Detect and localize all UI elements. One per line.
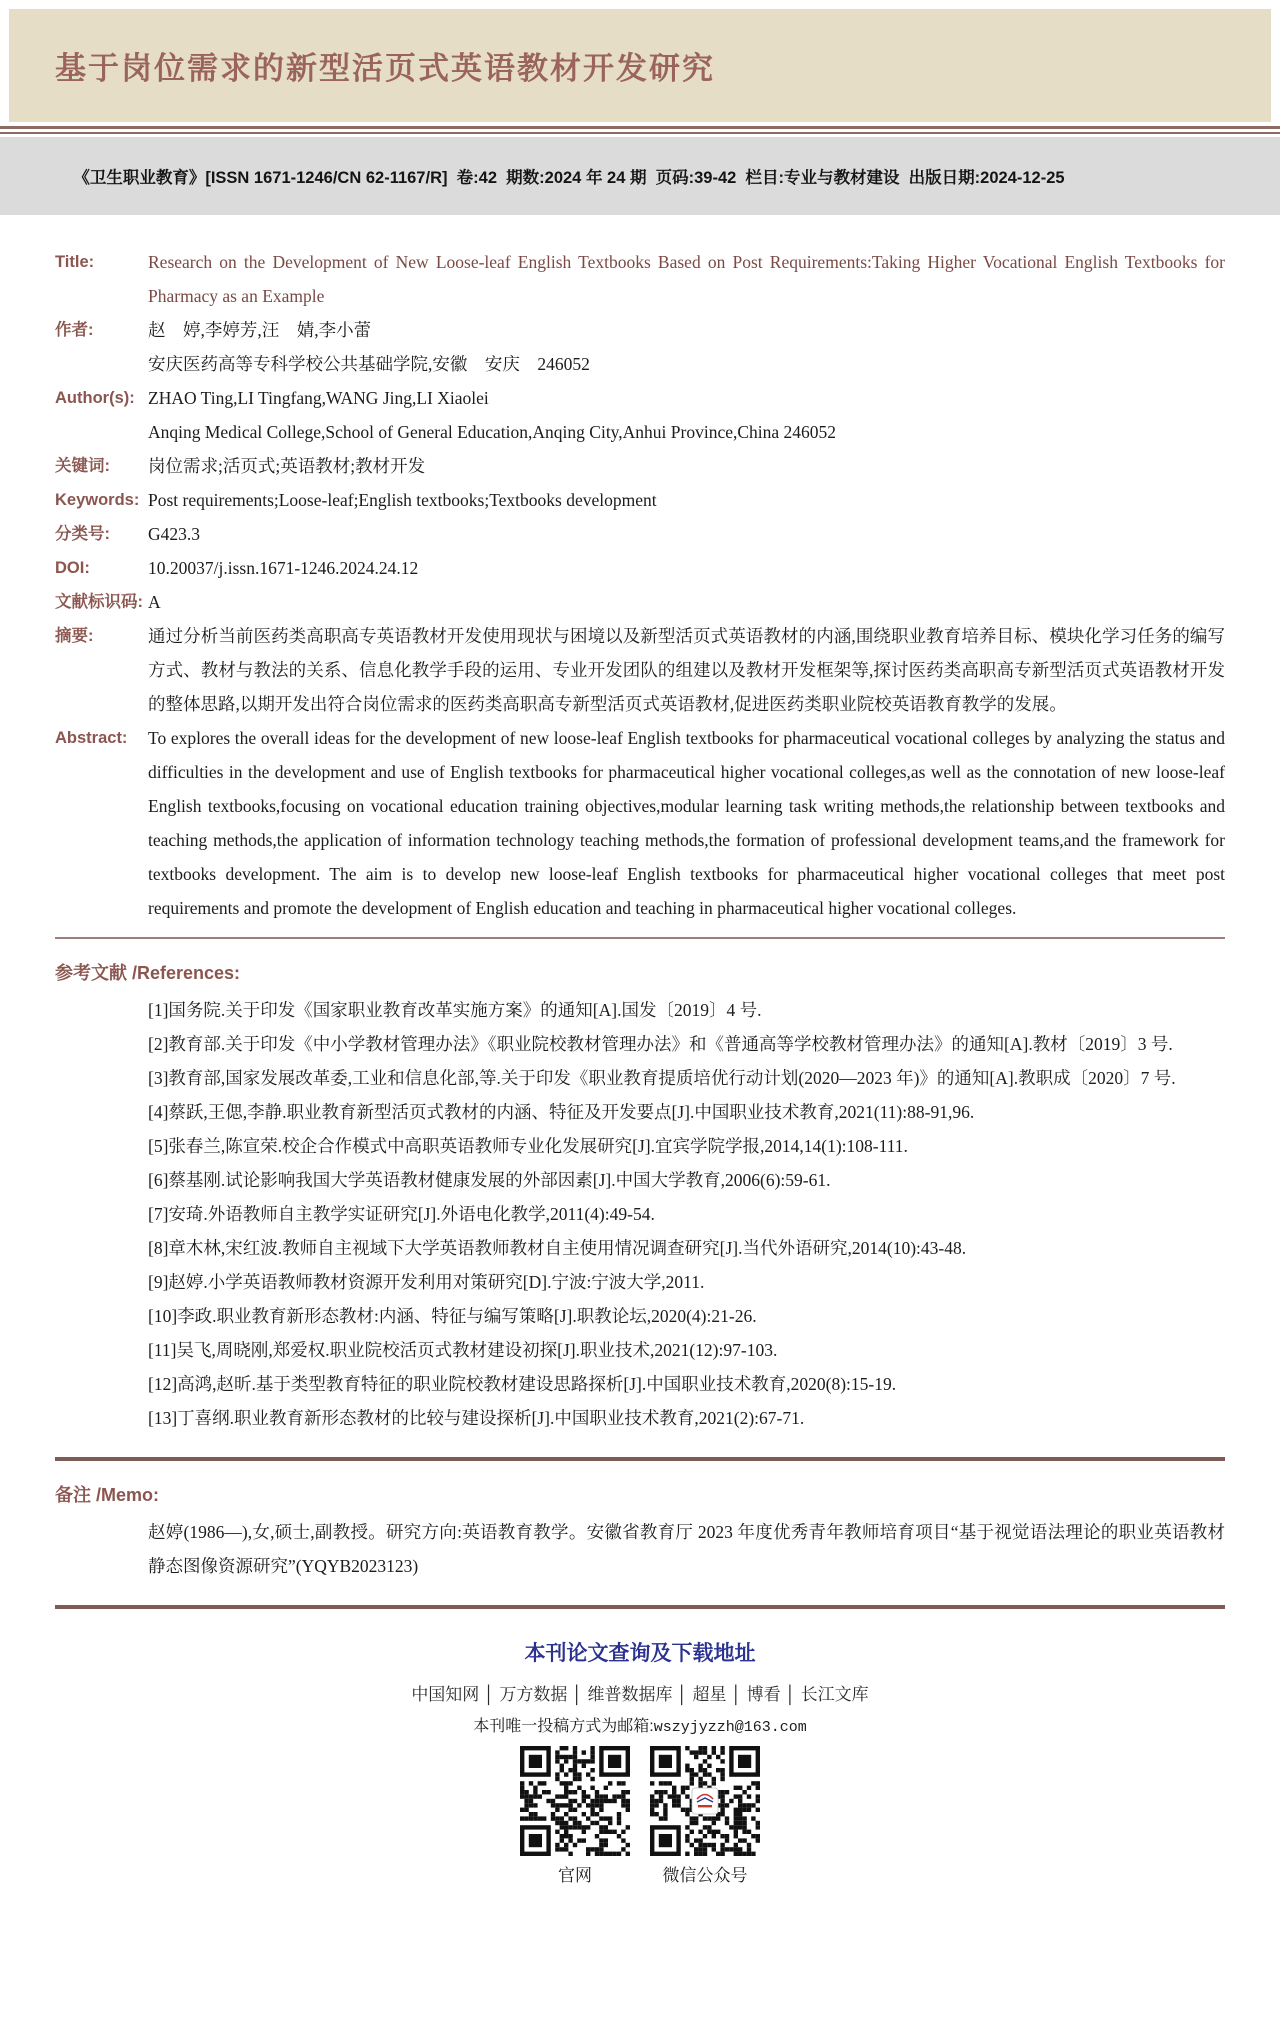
field-row-keywords-en bbox=[55, 483, 1225, 517]
memo-section bbox=[0, 1481, 1280, 1605]
field-value-keywords-cn: 岗位需求;活页式;英语教材;教材开发 bbox=[148, 456, 426, 476]
paper-metadata-page bbox=[0, 9, 1280, 1886]
field-value-abstract-cn: 通过分析当前医药类高职高专英语教材开发使用现状与困境以及新型活页式英语教材的内涵,围绕职业教育培养目标、模块化学习任务的编写方式、教材与教法的关系、信息化教学手段的运用、专业开发团队的组建以及教材开发框架等,探讨医药类高职高专新型活页式英语教材开发的整体思路,以期开发出符合岗位需求的医药类高职高专新型活页式英语教材,促进医药类职业院校英语教育教学的发展。 bbox=[148, 626, 1225, 714]
article-metadata bbox=[0, 215, 1280, 925]
paper-title-cn: 基于岗位需求的新型活页式英语教材开发研究 bbox=[55, 51, 715, 86]
banner-divider-line-top bbox=[0, 126, 1280, 129]
field-value-author-en bbox=[148, 381, 1225, 449]
field-row-doi bbox=[55, 551, 1225, 585]
field-row-clc bbox=[55, 517, 1225, 551]
field-value-doc-code: A bbox=[148, 592, 161, 612]
field-label-doi: DOI: bbox=[55, 559, 90, 577]
reference-item: [8]章木林,宋红波.教师自主视域下大学英语教师教材自主使用情况调查研究[J].当代外语研究,2014(10):43-48. bbox=[148, 1238, 967, 1258]
references-heading: 参考文献 /References: bbox=[55, 963, 241, 983]
field-label-abstract-en: Abstract: bbox=[55, 729, 128, 747]
reference-item: [9]赵婷.小学英语教师教材资源开发利用对策研究[D].宁波:宁波大学,2011. bbox=[148, 1272, 705, 1292]
author-en-names: ZHAO Ting,LI Tingfang,WANG Jing,LI Xiaolei bbox=[148, 388, 489, 408]
field-label-clc: 分类号: bbox=[55, 525, 110, 543]
author-cn-names: 赵 婷,李婷芳,汪 婧,李小蕾 bbox=[148, 320, 372, 340]
reference-item: [1]国务院.关于印发《国家职业教育改革实施方案》的通知[A].国发〔2019〕4 号. bbox=[148, 1000, 762, 1020]
memo-text: 赵婷(1986—),女,硕士,副教授。研究方向:英语教育教学。安徽省教育厅 2023 年度优秀青年教师培育项目“基于视觉语法理论的职业英语教材静态图像资源研究”(YQYB2023123) bbox=[148, 1522, 1225, 1576]
reference-item: [6]蔡基刚.试论影响我国大学英语教材健康发展的外部因素[J].中国大学教育,2006(6):59-61. bbox=[148, 1170, 831, 1190]
reference-item: [7]安琦.外语教师自主教学实证研究[J].外语电化教学,2011(4):49-54. bbox=[148, 1204, 655, 1224]
reference-item: [4]蔡跃,王偲,李静.职业教育新型活页式教材的内涵、特征及开发要点[J].中国职业技术教育,2021(11):88-91,96. bbox=[148, 1102, 975, 1122]
reference-item: [11]吴飞,周晓刚,郑爱权.职业院校活页式教材建设初探[J].职业技术,2021(12):97-103. bbox=[148, 1340, 778, 1360]
field-value-doi: 10.20037/j.issn.1671-1246.2024.24.12 bbox=[148, 558, 419, 578]
qr-code-wechat-icon bbox=[650, 1746, 760, 1856]
references-divider bbox=[55, 937, 1225, 939]
field-row-author-cn bbox=[55, 313, 1225, 381]
field-label-keywords-en: Keywords: bbox=[55, 491, 140, 509]
qr-code-row bbox=[0, 1746, 1280, 1886]
field-row-abstract-en bbox=[55, 721, 1225, 925]
references-section bbox=[0, 959, 1280, 1457]
field-label-abstract-cn: 摘要: bbox=[55, 627, 94, 645]
field-value-abstract-en: To explores the overall ideas for the development of new loose-leaf English textbooks for pharmaceutical vocational colleges by analyzing the status and difficulties in the development and use of English textbooks for pharmaceutical higher vocational colleges,as well as the connotation of new loose-leaf English textbooks,focusing on vocational education training objectives,modular learning task writing methods,the relationship between textbooks and teaching methods,the application of information technology teaching methods,the formation of professional development teams,and the framework for textbooks development. The aim is to develop new loose-leaf English textbooks for pharmaceutical higher vocational colleges that meet post requirements and promote the development of English education and teaching in pharmaceutical higher vocational colleges. bbox=[148, 728, 1225, 918]
field-label-title: Title: bbox=[55, 253, 95, 271]
field-row-doc-code bbox=[55, 585, 1225, 619]
qr-label-official-site: 官网 bbox=[558, 1866, 592, 1885]
field-label-author-en: Author(s): bbox=[55, 389, 135, 407]
paper-title-banner bbox=[9, 9, 1271, 122]
field-value-keywords-en: Post requirements;Loose-leaf;English textbooks;Textbooks development bbox=[148, 490, 657, 510]
field-value-clc: G423.3 bbox=[148, 524, 201, 544]
footer-email-label: 本刊唯一投稿方式为邮箱: bbox=[473, 1718, 654, 1735]
field-row-title bbox=[55, 245, 1225, 313]
field-label-author-cn: 作者: bbox=[55, 321, 94, 339]
banner-divider bbox=[0, 126, 1280, 134]
reference-item: [3]教育部,国家发展改革委,工业和信息化部,等.关于印发《职业教育提质培优行动计划(2020—2023 年)》的通知[A].教职成〔2020〕7 号. bbox=[148, 1068, 1176, 1088]
field-value-title-en: Research on the Development of New Loose-leaf English Textbooks Based on Post Requirements:Taking Higher Vocational English Textbooks for Pharmacy as an Example bbox=[148, 252, 1225, 306]
banner-divider-line-bottom bbox=[0, 132, 1280, 134]
field-row-abstract-cn bbox=[55, 619, 1225, 721]
reference-item: [13]丁喜纲.职业教育新形态教材的比较与建设探析[J].中国职业技术教育,2021(2):67-71. bbox=[148, 1408, 805, 1428]
qr-item-official-site bbox=[520, 1746, 630, 1886]
qr-code-official-site-icon bbox=[520, 1746, 630, 1856]
journal-info-text: 《卫生职业教育》[ISSN 1671-1246/CN 62-1167/R] 卷:42 期数:2024 年 24 期 页码:39-42 栏目:专业与教材建设 出版日期:2024-12-25 bbox=[73, 169, 1065, 187]
footer-email-line bbox=[0, 1713, 1280, 1736]
author-en-affiliation: Anqing Medical College,School of General Education,Anqing City,Anhui Province,China 246052 bbox=[148, 422, 837, 442]
field-label-keywords-cn: 关键词: bbox=[55, 457, 110, 475]
memo-divider bbox=[55, 1457, 1225, 1461]
reference-item: [10]李政.职业教育新形态教材:内涵、特征与编写策略[J].职教论坛,2020(4):21-26. bbox=[148, 1306, 757, 1326]
qr-item-wechat bbox=[650, 1746, 760, 1886]
field-label-doc-code: 文献标识码: bbox=[55, 593, 143, 611]
journal-info-bar bbox=[0, 137, 1280, 215]
field-value-author-cn bbox=[148, 313, 1225, 381]
reference-item: [5]张春兰,陈宣荣.校企合作模式中高职英语教师专业化发展研究[J].宜宾学院学报,2014,14(1):108-111. bbox=[148, 1136, 908, 1156]
field-row-author-en bbox=[55, 381, 1225, 449]
reference-item: [2]教育部.关于印发《中小学教材管理办法》《职业院校教材管理办法》和《普通高等学校教材管理办法》的通知[A].教材〔2019〕3 号. bbox=[148, 1034, 1173, 1054]
reference-item: [12]高鸿,赵昕.基于类型教育特征的职业院校教材建设思路探析[J].中国职业技术教育,2020(8):15-19. bbox=[148, 1374, 897, 1394]
author-cn-affiliation: 安庆医药高等专科学校公共基础学院,安徽 安庆 246052 bbox=[148, 354, 590, 374]
footer-email-address: wszyjyzzh@163.com bbox=[653, 1719, 807, 1736]
footer-title: 本刊论文查询及下载地址 bbox=[524, 1642, 756, 1665]
memo-heading: 备注 /Memo: bbox=[55, 1485, 160, 1505]
footer-databases: 中国知网 │ 万方数据 │ 维普数据库 │ 超星 │ 博看 │ 长江文库 bbox=[411, 1685, 869, 1704]
footer-divider bbox=[55, 1605, 1225, 1609]
references-list bbox=[148, 993, 1225, 1435]
page-footer bbox=[0, 1637, 1280, 1886]
qr-label-wechat: 微信公众号 bbox=[662, 1866, 748, 1885]
field-row-keywords-cn bbox=[55, 449, 1225, 483]
